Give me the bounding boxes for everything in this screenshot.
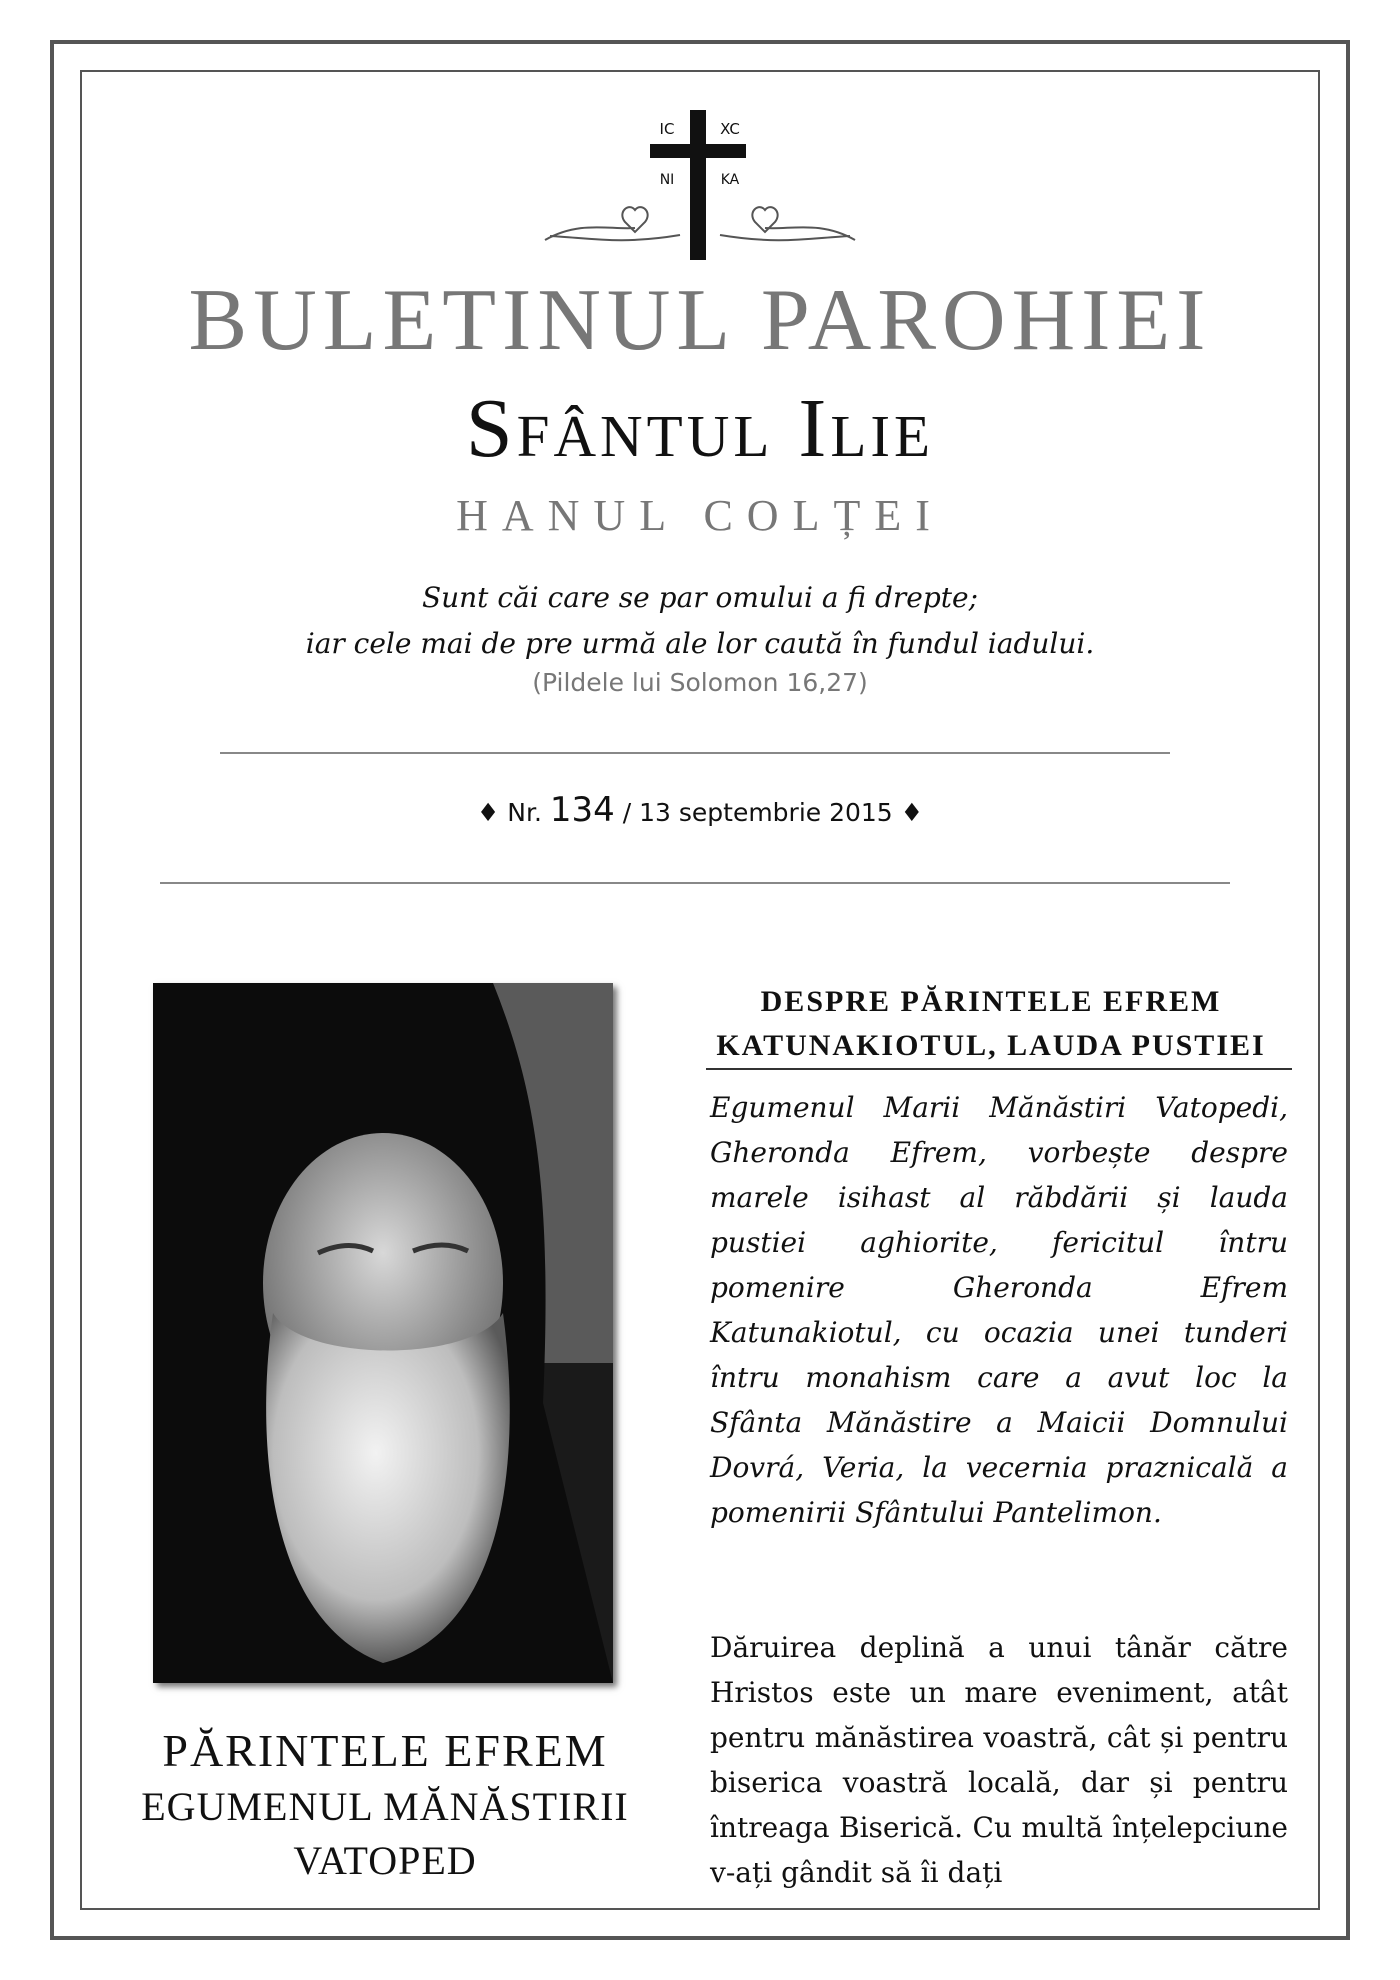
- monogram-ic: IC: [659, 120, 675, 138]
- photo-caption: [120, 1722, 650, 1888]
- cross-icon: [540, 110, 860, 260]
- portrait-photo: [153, 983, 613, 1683]
- quote-line-2: iar cele mai de pre urmă ale lor caută în fundul iadului.: [305, 627, 1095, 660]
- caption-line-1: PĂRINTELE EFREM: [162, 1725, 608, 1776]
- parish-location: HANUL COLȚEI: [456, 491, 944, 540]
- caption-line-3: VATOPED: [293, 1838, 477, 1883]
- article-title-underline: [706, 1068, 1292, 1070]
- portrait-image: [153, 983, 613, 1683]
- article-title: [706, 980, 1276, 1068]
- issue-prefix: ♦ Nr.: [476, 798, 542, 827]
- monogram-ni: NI: [659, 172, 675, 188]
- issue-line: [0, 790, 1400, 830]
- bulletin-title: BULETINUL PAROHIEI: [188, 272, 1212, 369]
- divider: [220, 752, 1170, 754]
- article-title-line-2: KATUNAKIOTUL, LAUDA PUSTIEI: [716, 1029, 1266, 1062]
- quote-line-1: Sunt căi care se par omului a fi drepte;: [421, 581, 979, 614]
- article-body: Dăruirea deplină a unui tânăr către Hristos este un mare eveniment, atât pentru mănăstirea voastră, cât și pentru biserica voastră locală, dar și pentru întreaga Biserică. Cu multă înțelepciune v-ați gândit să îi dați: [710, 1631, 1288, 1889]
- divider: [160, 882, 1230, 884]
- parish-name: Sfântul Ilie: [465, 382, 935, 475]
- issue-number: 134: [549, 790, 615, 830]
- epigraph-quote: [0, 575, 1400, 667]
- flourish-right-icon: [720, 207, 855, 240]
- cross-emblem: [540, 110, 860, 260]
- monogram-xc: XC: [720, 120, 740, 138]
- article-intro: Egumenul Marii Mănăstiri Vatopedi, Gheronda Efrem, vorbește despre marele isihast al răbdării și lauda pustiei aghiorite, fericitul întru pomenire Gheronda Efrem Katunakiotul, cu ocazia unei tunderi întru monahism care a avut loc la Sfânta Mănăstire a Maicii Domnului Dovrá, Veria, la vecernia praznicală a pomenirii Sfântului Pantelimon.: [710, 1091, 1288, 1529]
- caption-line-2: EGUMENUL MĂNĂSTIRII: [141, 1784, 629, 1829]
- monogram-ka: KA: [720, 172, 740, 188]
- quote-reference: (Pildele lui Solomon 16,27): [532, 668, 868, 697]
- article-title-line-1: DESPRE PĂRINTELE EFREM: [760, 985, 1222, 1018]
- flourish-left-icon: [545, 207, 680, 240]
- issue-date: / 13 septembrie 2015 ♦: [622, 798, 924, 827]
